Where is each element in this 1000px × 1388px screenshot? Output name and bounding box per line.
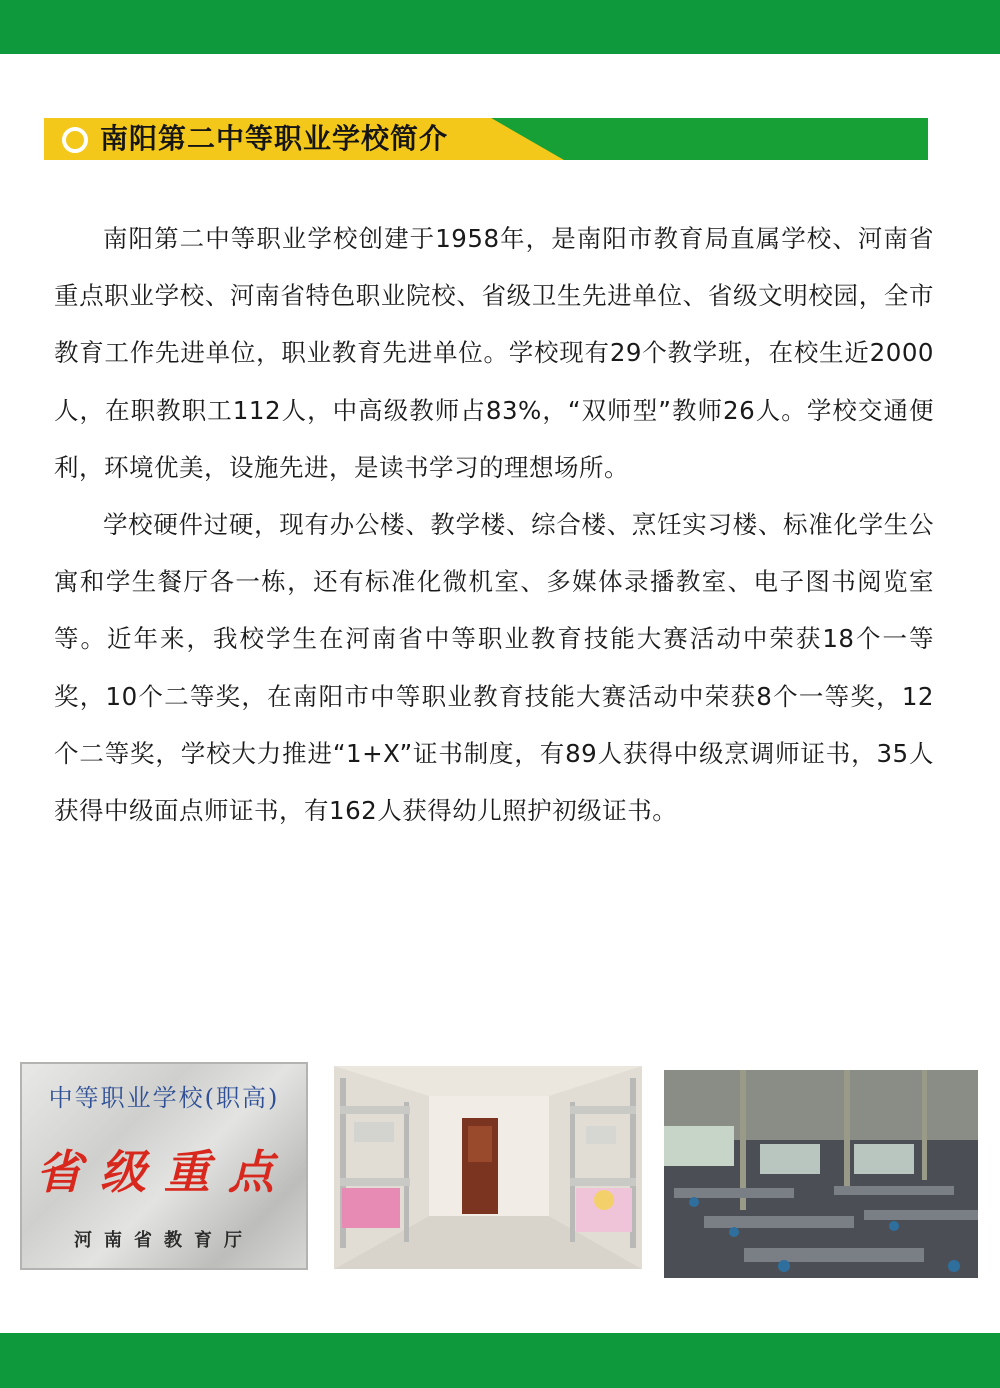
intro-paragraph-2: 学校硬件过硬，现有办公楼、教学楼、综合楼、烹饪实习楼、标准化学生公寓和学生餐厅各一栋，还有标准化微机室、多媒体录播教室、电子图书阅览室等。近年来，我校学生在河南省中等职业教育技能大赛活动中荣获18个一等奖，10个二等奖，在南阳市中等职业教育技能大赛活动中荣获8个一等奖，12个二等奖，学校大力推进“1+X”证书制度，有89人获得中级烹调师证书，35人获得中级面点师证书，有162人获得幼儿照护初级证书。 [54,510,934,826]
canteen-illustration [664,1070,978,1278]
canteen-photo [664,1070,978,1278]
plaque-award: 省级重点 [36,1145,292,1199]
circle-bullet-icon [62,127,88,153]
section-heading-bar [44,118,928,160]
dormitory-photo [334,1066,642,1269]
plaque-subtitle: 中等职业学校(职高) [48,1084,280,1112]
section-title: 南阳第二中等职业学校简介 [100,122,449,155]
bottom-green-band [0,1333,1000,1388]
dormitory-illustration [334,1066,642,1269]
intro-paragraph-1: 南阳第二中等职业学校创建于1958年，是南阳市教育局直属学校、河南省重点职业学校、河南省特色职业院校、省级卫生先进单位、省级文明校园，全市教育工作先进单位，职业教育先进单位。学校现有29个教学班，在校生近2000人，在职教职工112人，中高级教师占83%，“双师型”教师26人。学校交通便利，环境优美，设施先进，是读书学习的理想场所。 [54,224,934,482]
plaque-photo [20,1062,308,1270]
top-green-band [0,0,1000,54]
plaque-issuer: 河南省教育厅 [74,1230,254,1251]
intro-text [54,210,934,839]
